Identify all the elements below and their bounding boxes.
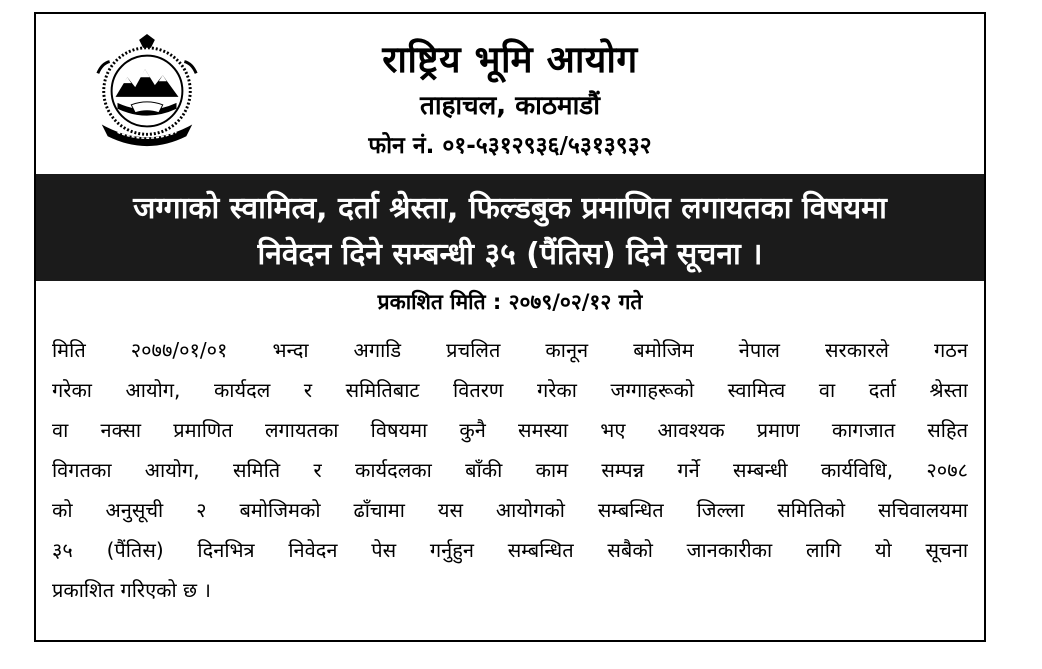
notice-title-line-1: जग्गाको स्वामित्व, दर्ता श्रेस्ता, फिल्डबुक प्रमाणित लगायतका विषयमा bbox=[133, 191, 887, 226]
organization-name: राष्ट्रिय भूमि आयोग bbox=[382, 38, 638, 81]
body-line: प्रकाशित गरिएको छ । bbox=[52, 578, 211, 602]
body-line: वा नक्सा प्रमाणित लगायतका विषयमा कुनै समस्या भए आवश्यक प्रमाण कागजात सहित bbox=[52, 418, 968, 442]
notice-body bbox=[52, 330, 968, 610]
notice-title-line-2: निवेदन दिने सम्बन्धी ३५ (पैंतिस) दिने सूचना । bbox=[257, 237, 763, 272]
published-date: प्रकाशित मिति : २०७९/०२/१२ गते bbox=[377, 290, 643, 314]
body-line: ३५ (पैंतिस) दिनभित्र निवेदन पेस गर्नुहुन सम्बन्धित सबैको जानकारीका लागि यो सूचना bbox=[52, 538, 968, 562]
notice-header bbox=[36, 14, 984, 174]
body-line: मिति २०७७/०१/०१ भन्दा अगाडि प्रचलित कानून बमोजिम नेपाल सरकारले गठन bbox=[52, 338, 968, 362]
organization-address: ताहाचल, काठमाडौं bbox=[420, 91, 600, 121]
body-line: विगतका आयोग, समिति र कार्यदलका बाँकी काम सम्पन्न गर्ने सम्बन्धी कार्यविधि, २०७८ bbox=[52, 458, 968, 482]
body-line: को अनुसूची २ बमोजिमको ढाँचामा यस आयोगको सम्बन्धित जिल्ला समितिको सचिवालयमा bbox=[52, 498, 968, 522]
body-line: गरेका आयोग, कार्यदल र समितिबाट वितरण गरेका जग्गाहरूको स्वामित्व वा दर्ता श्रेस्ता bbox=[52, 378, 968, 402]
notice-box bbox=[34, 12, 986, 642]
notice-title-band bbox=[36, 174, 984, 281]
organization-phone: फोन नं. ०१-५३१२९३६/५३१३९३२ bbox=[368, 133, 652, 159]
